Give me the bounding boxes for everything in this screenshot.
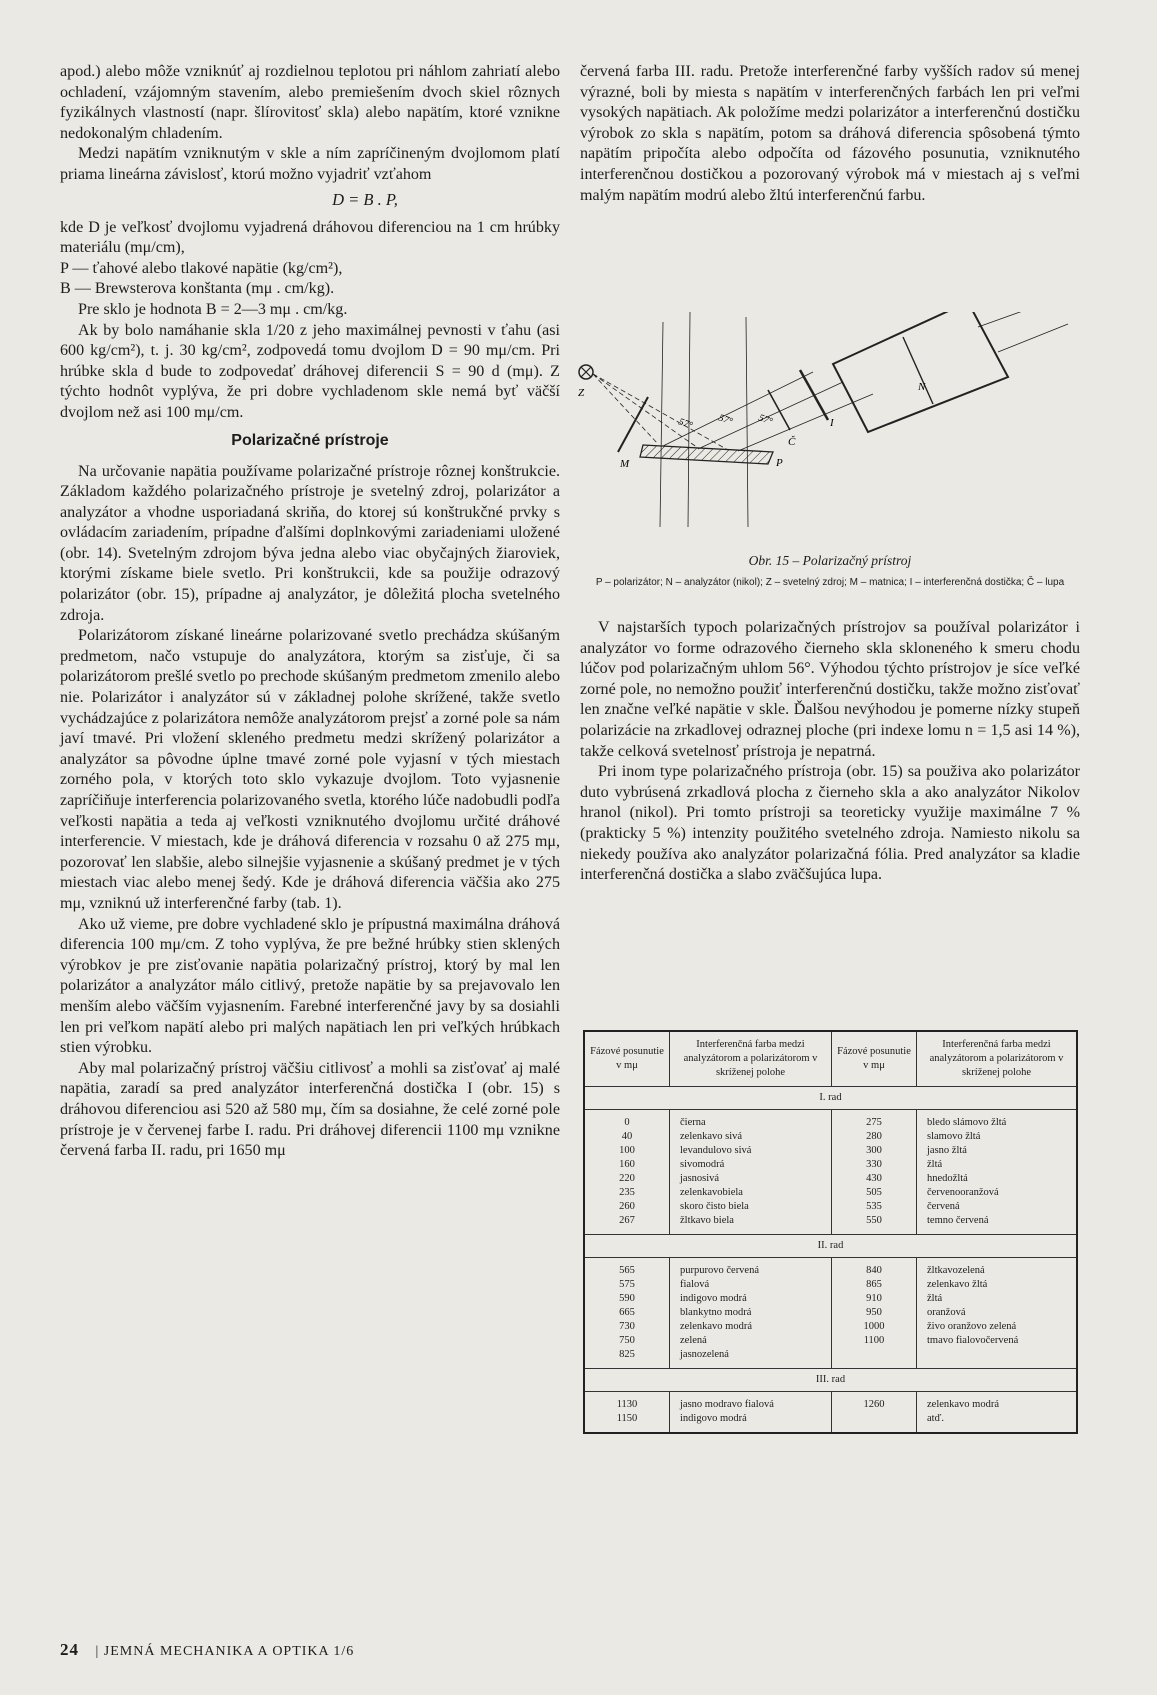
- section-title: I. rad: [584, 1087, 1077, 1110]
- color-cell: skoro čisto biela: [670, 1200, 832, 1214]
- analyzer-nicol-n: [833, 312, 1008, 432]
- interference-plate-i: [800, 370, 828, 420]
- color-cell: oranžová: [927, 1307, 966, 1318]
- color-cell: levandulovo sivá: [670, 1144, 832, 1158]
- table-row: [584, 1348, 1077, 1369]
- table-section-row: [584, 1235, 1077, 1258]
- phase-shift-cell: 910: [832, 1292, 917, 1306]
- color-cell: temno červená: [927, 1215, 989, 1226]
- definition-line: B — Brewsterova konštanta (mμ . cm/kg).: [60, 280, 335, 298]
- phase-shift-cell: [832, 1412, 917, 1433]
- color-cell: zelenkavo žltá: [927, 1279, 988, 1290]
- phase-shift-cell: 590: [584, 1292, 670, 1306]
- phase-shift-cell: 1100: [832, 1334, 917, 1348]
- paragraph: apod.) alebo môže vzniknúť aj rozdielnou teplotou pri náhlom zahriatí alebo ochladení, vzájomným stavením, alebo premiešením dvoch skiel rôznych fyzikálnych vlastností (napr. šlírovitosť skla) alebo napätím, ktoré vznikne nedokonalým chladením.: [60, 63, 560, 142]
- paragraph: Pri inom type polarizačného prístroja (obr. 15) sa použiva ako polarizátor duto vybrúsená zrkadlová plocha z čierneho skla a ako analyzátor Nikolov hranol (nikol). Pri tomto prístroji sa teoreticky využije maximálne 7 % (prakticky 5 %) intenzity použitého svetelného zdroja. Namiesto nikolu sa niekedy používa ako analyzátor polarizačná fólia. Pred analyzátor sa kladie interferenčná dostička a slabo zväčšujúca lupa.: [580, 763, 1080, 884]
- section-heading: Polarizačné prístroje: [231, 431, 389, 449]
- left-column: [60, 62, 560, 1162]
- column-header: Interferenčná farba medzi analyzátorom a polarizátorom v skríženej polohe: [917, 1031, 1078, 1087]
- color-cell: blankytno modrá: [670, 1306, 832, 1320]
- phase-shift-cell: 550: [832, 1214, 917, 1235]
- section-title: II. rad: [584, 1235, 1077, 1258]
- color-cell: žltá: [927, 1293, 943, 1304]
- color-cell: slamovo žltá: [927, 1131, 981, 1142]
- color-cell: jasno žltá: [927, 1145, 967, 1156]
- phase-shift-cell: 840: [832, 1258, 917, 1279]
- table-row: [584, 1186, 1077, 1200]
- paragraph: Ako už vieme, pre dobre vychladené sklo je prípustná maximálna dráhová diferencia 100 mμ/cm. Z toho vyplýva, že pre bežné hrúbky stien sklených výrobkov je pre zisťovanie napätia polarizačný prístroj, ktorý by mal len polarizátor a analyzátor málo citlivý, pretože napätie by sa prejavovalo len menším alebo väčším vyjasnením. Farebné interferenčné javy by sa dosiahli len pri veľkom napätí alebo pri malých napätiach len pri veľkých hrúbkach stien výrobku.: [60, 915, 560, 1057]
- polarization-device-diagram: [578, 312, 1078, 557]
- table-row: [584, 1392, 1077, 1413]
- table-section-row: [584, 1087, 1077, 1110]
- phase-shift-cell: 430: [832, 1172, 917, 1186]
- table-row: [584, 1320, 1077, 1334]
- light-source-z: [579, 365, 593, 379]
- figure-legend: P – polarizátor; N – analyzátor (nikol); Z – svetelný zdroj; M – matnica; I – interferenčná dostička; Č – lupa: [595, 577, 1065, 588]
- color-cell: zelenkavo sivá: [670, 1130, 832, 1144]
- color-cell: zelenkavobiela: [670, 1186, 832, 1200]
- color-cell: zelenkavo modrá: [927, 1399, 1000, 1410]
- phase-shift-cell: [832, 1348, 917, 1369]
- phase-shift-cell: 730: [584, 1320, 670, 1334]
- color-cell: fialová: [670, 1278, 832, 1292]
- label-n: N: [918, 381, 926, 393]
- color-cell: jasnosivá: [670, 1172, 832, 1186]
- color-cell: čierna: [670, 1110, 832, 1131]
- color-cell: červenooranžová: [927, 1187, 999, 1198]
- phase-shift-cell: 825: [584, 1348, 670, 1369]
- column-header: Fázové posunutie v mμ: [832, 1031, 917, 1087]
- phase-shift-cell: 0: [584, 1110, 670, 1131]
- phase-shift-cell: 100: [584, 1144, 670, 1158]
- phase-shift-cell: 260: [584, 1200, 670, 1214]
- label-m: M: [620, 458, 630, 470]
- phase-shift-cell: 235: [584, 1186, 670, 1200]
- label-c: Č: [788, 436, 796, 448]
- phase-shift-cell: 950: [832, 1306, 917, 1320]
- table-row: [584, 1278, 1077, 1292]
- formula: D = B . P,: [332, 189, 398, 209]
- color-cell: živo oranžovo zelená: [927, 1321, 1017, 1332]
- color-cell: žltkavo biela: [670, 1214, 832, 1235]
- table-row: [584, 1214, 1077, 1235]
- table-row: [584, 1200, 1077, 1214]
- polarizer-p: [640, 445, 773, 464]
- color-cell: hnedožltá: [927, 1173, 968, 1184]
- angle-label: 57°: [756, 412, 774, 428]
- phase-shift-cell: 1150: [584, 1412, 670, 1433]
- table-row: [584, 1412, 1077, 1433]
- phase-shift-cell: 750: [584, 1334, 670, 1348]
- color-cell: sivomodrá: [670, 1158, 832, 1172]
- figure-caption: Obr. 15 – Polarizačný prístroj: [748, 553, 912, 568]
- table-row: [584, 1130, 1077, 1144]
- table-row: [584, 1258, 1077, 1279]
- paragraph: Pre sklo je hodnota B = 2—3 mμ . cm/kg.: [78, 300, 348, 318]
- phase-shift-cell: 220: [584, 1172, 670, 1186]
- page-number: 24: [60, 1640, 79, 1659]
- phase-shift-cell: 160: [584, 1158, 670, 1172]
- definition-line: P — ťahové alebo tlakové napätie (kg/cm²),: [60, 259, 343, 277]
- angle-label: 57°: [716, 412, 734, 428]
- journal-name: | JEMNÁ MECHANIKA A OPTIKA 1/6: [95, 1644, 355, 1659]
- color-cell: indigovo modrá: [670, 1412, 832, 1433]
- paragraph: Aby mal polarizačný prístroj väčšiu citlivosť a mohli sa zisťovať aj malé napätia, zaradí sa pred analyzátor interferenčná dostička I (obr. 15) s dráhovou diferenciou asi 520 až 580 mμ, čím sa dosiahne, že celé zorné pole prístroje je v červenej farbe I. radu. Pri dráhovej diferencii 1100 mμ vznikne červená farba II. radu, pri 1650 mμ: [60, 1059, 560, 1160]
- phase-shift-cell: 1260: [832, 1392, 917, 1413]
- phase-shift-cell: 300: [832, 1144, 917, 1158]
- paragraph: V najstarších typoch polarizačných prístrojov sa používal polarizátor i analyzátor vo forme odrazového čierneho skla skloneného k smeru chodu lúčov pod polarizačným uhlom 56°. Výhodou týchto prístrojov je síce veľké zorné pole, no nemožno použiť interferenčnú dostičku, takže možno zisťovať len značne veľké napätie v skle. Ďalšou nevýhodou je pomerne nízky stupeň polarizácie na zrkadlovej odraznej ploche (pri indexe lomu n = 1,5 asi 14 %), takže celková svetelnosť prístroja je nepatrná.: [580, 619, 1080, 760]
- phase-shift-cell: 330: [832, 1158, 917, 1172]
- label-p: P: [776, 457, 783, 469]
- column-header: Fázové posunutie v mμ: [584, 1031, 670, 1087]
- table-row: [584, 1306, 1077, 1320]
- color-cell: jasno modravo fialová: [670, 1392, 832, 1413]
- table-body: [584, 1087, 1077, 1434]
- phase-shift-cell: 275: [832, 1110, 917, 1131]
- phase-shift-cell: 505: [832, 1186, 917, 1200]
- definition-line: kde D je veľkosť dvojlomu vyjadrená dráhovou diferenciou na 1 cm hrúbky materiálu (mμ/cm),: [60, 218, 560, 257]
- color-cell: tmavo fialovočervená: [927, 1335, 1019, 1346]
- color-cell: [917, 1348, 1078, 1369]
- table-row: [584, 1334, 1077, 1348]
- incident-rays: [593, 374, 728, 450]
- phase-shift-cell: 865: [832, 1278, 917, 1292]
- phase-shift-cell: 1130: [584, 1392, 670, 1413]
- section-title: III. rad: [584, 1369, 1077, 1392]
- right-column-bottom: [580, 618, 1080, 886]
- page-footer: [60, 1640, 354, 1660]
- color-cell: bledo slámovo žltá: [927, 1117, 1007, 1128]
- phase-shift-cell: 535: [832, 1200, 917, 1214]
- angle-label: 57°: [676, 416, 694, 432]
- interference-colors-table: [583, 1030, 1078, 1434]
- paragraph: Medzi napätím vzniknutým v skle a ním zapríčineným dvojlomom platí priama lineárna závislosť, ktorú možno vyjadriť vzťahom: [60, 145, 560, 183]
- label-i: I: [830, 417, 834, 429]
- table-section-row: [584, 1369, 1077, 1392]
- phase-shift-cell: 40: [584, 1130, 670, 1144]
- color-cell: zelenkavo modrá: [670, 1320, 832, 1334]
- table-row: [584, 1144, 1077, 1158]
- phase-shift-cell: 280: [832, 1130, 917, 1144]
- column-header: Interferenčná farba medzi analyzátorom a polarizátorom v skríženej polohe: [670, 1031, 832, 1087]
- paragraph: Na určovanie napätia používame polarizačné prístroje rôznej konštrukcie. Základom každého polarizačného prístroje je svetelný zdroj, polarizátor a analyzátor a vhodne usporiadaná skriňa, do ktorej sú konštrukčné prvky s ovládacím zariadením, prípadne ďalšími doplnkovými zariadeniami uložené (obr. 14). Svetelným zdrojom býva jedna alebo viac obyčajných žiaroviek, ktorými získame biele svetlo. Pri konštrukcii, kde sa použije odrazový polarizátor (obr. 15), prípadne aj analyzátor, je dôležitá plocha svetelného zdroja.: [60, 462, 560, 624]
- table-row: [584, 1172, 1077, 1186]
- paragraph: červená farba III. radu. Pretože interferenčné farby vyšších radov sú menej výrazné, boli by miesta s napätím v interferenčných farbách len pri veľmi vysokých napätiach. Ak položíme medzi polarizátor a interferenčnú dostičku výrobok zo skla s napätím, potom sa dráhová diferencia spôsobená týmto napätím pripočíta alebo odpočíta od fázového posunutia, vzniknutého interferenčnou dostičkou a pozorovaný výrobok má v miestach aj s veľmi malým napätím modrú alebo žltú interferenčnú farbu.: [580, 63, 1080, 204]
- color-cell: žltá: [927, 1159, 943, 1170]
- phase-shift-cell: 565: [584, 1258, 670, 1279]
- color-cell: atď.: [927, 1413, 944, 1424]
- table-header-row: [584, 1031, 1077, 1087]
- table-row: [584, 1158, 1077, 1172]
- color-cell: zelená: [670, 1334, 832, 1348]
- table-row: [584, 1292, 1077, 1306]
- label-z: Z: [578, 387, 585, 399]
- color-cell: červená: [927, 1201, 960, 1212]
- right-column-top: [580, 62, 1080, 206]
- phase-shift-cell: 665: [584, 1306, 670, 1320]
- phase-shift-cell: 267: [584, 1214, 670, 1235]
- phase-shift-cell: 575: [584, 1278, 670, 1292]
- paragraph: Polarizátorom získané lineárne polarizované svetlo prechádza skúšaným predmetom, načo vstupuje do analyzátora, ktorým sa zisťuje, či sa polarizátorom prešlé svetlo po prechode skúšaným predmetom zmenilo alebo nie. Polarizátor i analyzátor sú v základnej polohe skrížené, takže svetlo vychádzajúce z polarizátora nemôže analyzátorom prejsť a zorné pole sa nám javí tmavé. Pri vložení skleného predmetu medzi skrížený polarizátor a analyzátor sa pôvodne úplne tmavé zorné pole vyjasní v tých miestach zorného pola, v ktorých toto sklo vykazuje dvojlom. Toto vyjasnenie zapríčiňuje interferencia polarizovaného svetla, ktorého lúče nadobudli podľa veľkosti napätia a teda aj veľkosti vzniknutého dvojlomu určité dráhové interferencie. V miestach, kde je dráhová diferencia v rozsahu 0 až 275 mμ, pozorovať len slabšie, alebo silnejšie vyjasnenie a skúšaný predmet je v tých miestach viac alebo menej šedý. Kde je dráhová diferencia väčšia ako 275 mμ, vzniknú už interferenčné farby (tab. 1).: [60, 627, 560, 912]
- phase-shift-cell: 1000: [832, 1320, 917, 1334]
- color-cell: indigovo modrá: [670, 1292, 832, 1306]
- color-cell: jasnozelená: [670, 1348, 832, 1369]
- paragraph: Ak by bolo namáhanie skla 1/20 z jeho maximálnej pevnosti v ťahu (asi 600 kg/cm²), t. j. 30 kg/cm², zodpovedá tomu dvojlom D = 90 mμ/cm. Pri hrúbke skla d bude to zodpovedať dráhovej diferencii S = 90 d (mμ). Z týchto hodnôt vyplýva, že pri dobre vychladenom skle nemá byť väčší dvojlom než asi 100 mμ/cm.: [60, 321, 560, 421]
- table-row: [584, 1110, 1077, 1131]
- reflected-rays: [663, 372, 873, 451]
- color-cell: žltkavozelená: [927, 1265, 985, 1276]
- color-cell: purpurovo červená: [670, 1258, 832, 1279]
